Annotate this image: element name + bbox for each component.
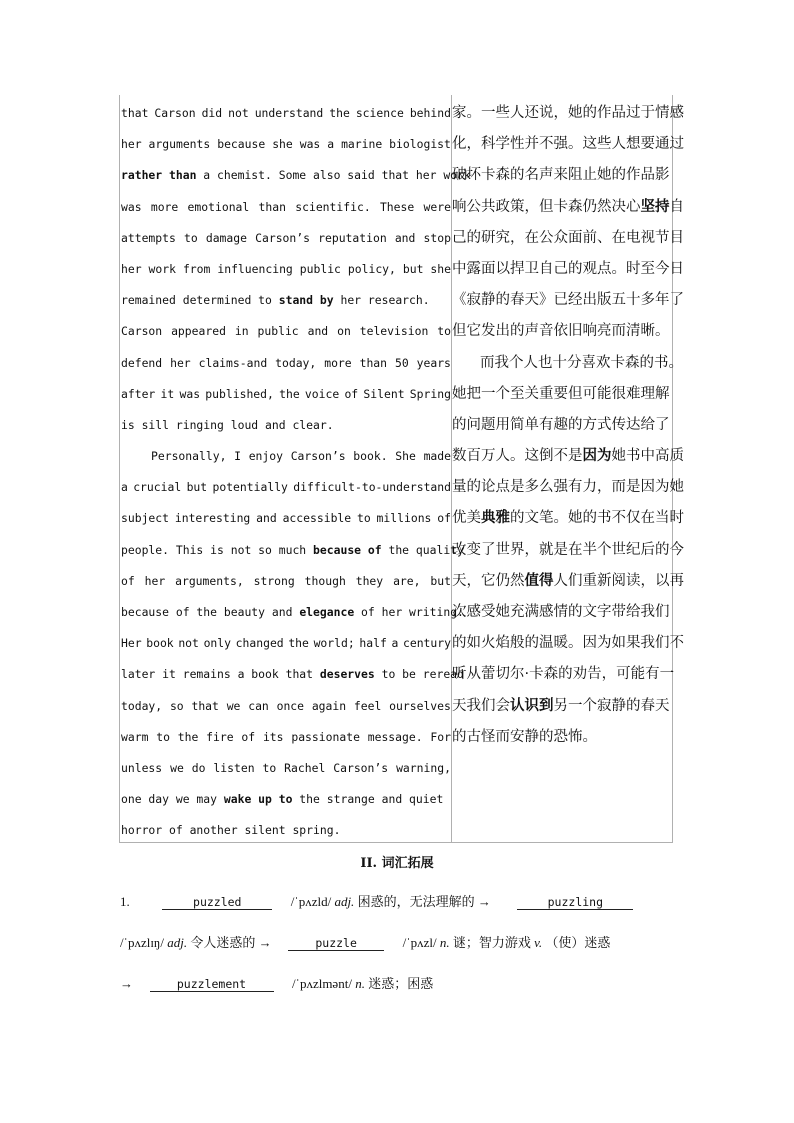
definition-puzzled: 困惑的，无法理解的 bbox=[357, 894, 475, 909]
word: voice bbox=[304, 386, 340, 401]
english-line bbox=[121, 815, 451, 846]
text-segment: 《寂静的春天》已经出版五十多年了 bbox=[452, 292, 684, 309]
word: that bbox=[121, 106, 149, 120]
word: scientific. bbox=[295, 199, 371, 214]
word: book bbox=[146, 636, 174, 651]
word: For bbox=[430, 729, 451, 744]
chinese-line bbox=[452, 192, 684, 223]
text-segment: the quality bbox=[381, 542, 464, 557]
chinese-line bbox=[452, 722, 674, 753]
word: in bbox=[234, 324, 249, 339]
word: not bbox=[228, 106, 249, 120]
text-segment: 的文笔。她的书不仅在当时 bbox=[510, 510, 684, 527]
word: that bbox=[191, 698, 219, 713]
english-line bbox=[121, 254, 451, 285]
word: I bbox=[234, 449, 241, 464]
text-segment: the strange and quiet bbox=[292, 792, 444, 807]
english-line bbox=[121, 160, 471, 191]
chinese-line bbox=[452, 535, 684, 566]
word: but bbox=[402, 261, 424, 276]
text-segment: 改变了世界，就是在半个世纪后的今 bbox=[452, 541, 684, 558]
definition-puzzling: 令人迷惑的 bbox=[190, 935, 256, 950]
text-segment: 家。一些人还说，她的作品过于情感 bbox=[452, 105, 684, 121]
word: message. bbox=[367, 729, 423, 744]
text-segment: 她把一个至关重要但可能很难理解 bbox=[452, 385, 670, 402]
word: public bbox=[257, 324, 299, 339]
english-line bbox=[121, 316, 451, 347]
word: the bbox=[329, 106, 350, 120]
word: than bbox=[258, 199, 286, 214]
phonetic-puzzle: /ˈpʌzl/ bbox=[402, 935, 437, 950]
word: did bbox=[201, 106, 223, 120]
bold-phrase: because of bbox=[313, 542, 382, 557]
text-segment: horror of another silent spring. bbox=[121, 823, 341, 838]
english-line bbox=[121, 285, 451, 316]
word: to bbox=[262, 760, 277, 775]
word: and bbox=[256, 511, 277, 526]
text-segment: 破坏卡森的名声来阻止她的作品影 bbox=[452, 167, 670, 184]
vocab-line-3 bbox=[120, 973, 680, 992]
word: 50 bbox=[394, 355, 409, 370]
word: are, bbox=[393, 573, 421, 588]
word: unless bbox=[121, 760, 163, 775]
word: today, bbox=[275, 355, 317, 370]
bold-phrase: rather than bbox=[121, 168, 197, 183]
english-line bbox=[121, 628, 451, 659]
text-segment: is sill ringing loud and clear. bbox=[121, 417, 334, 432]
word: She bbox=[395, 449, 416, 464]
word: attempts bbox=[121, 230, 176, 245]
pos-adj: adj. bbox=[167, 935, 188, 950]
word: crucial bbox=[133, 480, 182, 495]
word: warm bbox=[121, 729, 149, 744]
text-segment: 人们重新阅读，以再 bbox=[553, 572, 684, 589]
chinese-line bbox=[452, 316, 674, 347]
word: was bbox=[299, 137, 321, 152]
pos-n: n. bbox=[355, 976, 365, 991]
word: understand bbox=[254, 106, 324, 120]
word: not bbox=[178, 636, 199, 651]
arrow-icon: → bbox=[120, 976, 133, 991]
word: we bbox=[226, 698, 241, 713]
pos-n: n. bbox=[439, 935, 450, 950]
bold-phrase: 值得 bbox=[524, 572, 554, 589]
word: of bbox=[121, 573, 135, 588]
chinese-line bbox=[452, 348, 683, 379]
word: of bbox=[344, 386, 359, 401]
word: half bbox=[359, 636, 387, 651]
english-line bbox=[121, 441, 451, 472]
word: enjoy bbox=[248, 449, 283, 464]
text-segment: 另一个寂静的春天 bbox=[553, 697, 670, 714]
word: to bbox=[437, 324, 451, 339]
word: Carson’s bbox=[333, 760, 389, 775]
english-line bbox=[121, 722, 451, 753]
word: subject bbox=[121, 511, 170, 526]
word: century bbox=[402, 636, 451, 651]
arrow-icon: → bbox=[477, 894, 491, 909]
text-segment: 中露面以捍卫自己的观点。时至今日 bbox=[452, 260, 684, 277]
word: accessible bbox=[282, 511, 352, 526]
text-segment: 的问题用简单有趣的方式传达给了 bbox=[452, 416, 670, 433]
chinese-line bbox=[452, 441, 684, 472]
chinese-line bbox=[452, 659, 674, 690]
text-segment: 次感受她充满感情的文字带给我们 bbox=[452, 604, 670, 620]
word: more bbox=[150, 199, 179, 214]
english-line bbox=[121, 503, 451, 534]
phonetic-puzzlement: /ˈpʌzlmənt/ bbox=[292, 976, 352, 991]
pos-v: v. bbox=[534, 935, 543, 950]
chinese-line bbox=[452, 566, 684, 597]
word: influencing bbox=[217, 261, 293, 276]
text-segment: 数百万人。这倒不是 bbox=[452, 448, 583, 465]
text-segment: 响公共政策，但卡森仍然决心 bbox=[452, 198, 641, 215]
word: listen bbox=[213, 760, 255, 775]
bold-phrase: 坚持 bbox=[640, 198, 670, 215]
phonetic-puzzled: /ˈpʌzld/ bbox=[290, 894, 332, 909]
word: more bbox=[324, 355, 352, 370]
word: can bbox=[248, 698, 269, 713]
word: she bbox=[272, 137, 293, 152]
word: ourselves bbox=[389, 698, 451, 713]
text-segment: 听从蕾切尔·卡森的劝告，可能有一 bbox=[452, 666, 675, 683]
english-line bbox=[121, 691, 451, 722]
word: once bbox=[276, 698, 305, 713]
english-line bbox=[121, 659, 464, 690]
answer-blank-puzzled: puzzled bbox=[162, 895, 272, 910]
word: to bbox=[356, 511, 371, 526]
word: Silent bbox=[363, 386, 405, 401]
bold-phrase: 典雅 bbox=[481, 510, 510, 527]
section-title: II. 词汇拓展 bbox=[360, 856, 434, 871]
word: science bbox=[355, 106, 404, 120]
word: These bbox=[379, 199, 415, 214]
chinese-line bbox=[452, 160, 674, 191]
word: was bbox=[179, 386, 201, 401]
word: do bbox=[191, 760, 206, 775]
word: book. bbox=[353, 449, 388, 464]
chinese-line bbox=[452, 223, 684, 254]
word: years bbox=[416, 355, 451, 370]
text-segment: a chemist. Some also said that her work bbox=[196, 168, 471, 183]
word: emotional bbox=[187, 199, 250, 214]
word: work bbox=[148, 261, 176, 276]
english-line bbox=[121, 98, 451, 129]
word: public bbox=[299, 261, 341, 276]
english-line bbox=[121, 192, 451, 223]
text-segment: 的古怪而安静的恐怖。 bbox=[452, 728, 597, 745]
english-line bbox=[121, 753, 451, 784]
chinese-line bbox=[452, 285, 684, 316]
text-segment: because of the beauty and bbox=[121, 605, 300, 619]
word: and bbox=[307, 324, 329, 339]
bold-phrase: elegance bbox=[299, 605, 355, 619]
word: her bbox=[121, 261, 142, 276]
text-segment: 天我们会 bbox=[452, 697, 510, 714]
word: her bbox=[144, 573, 166, 588]
text-segment: 优美 bbox=[452, 510, 481, 527]
chinese-line bbox=[452, 597, 674, 628]
answer-blank-puzzling: puzzling bbox=[517, 895, 633, 910]
english-line bbox=[121, 784, 451, 815]
bold-phrase: stand by bbox=[278, 293, 334, 308]
bilingual-text-table bbox=[119, 95, 684, 843]
text-segment: to be reread bbox=[374, 667, 464, 682]
arrow-icon: → bbox=[258, 935, 272, 950]
word: made bbox=[423, 449, 451, 464]
chinese-line bbox=[452, 129, 684, 160]
word: warning, bbox=[396, 760, 451, 775]
definition-puzzlement: 迷惑；困惑 bbox=[368, 976, 434, 991]
text-segment: 己的研究，在公众面前、在电视节目 bbox=[452, 229, 684, 246]
word: her bbox=[170, 355, 191, 370]
english-line bbox=[121, 223, 451, 254]
text-segment: 的如火焰般的温暖。因为如果我们不 bbox=[452, 635, 684, 652]
english-line bbox=[121, 566, 451, 597]
vocab-line-2 bbox=[120, 932, 680, 951]
word: after bbox=[121, 386, 156, 401]
answer-blank-puzzle: puzzle bbox=[288, 936, 384, 951]
word: stop bbox=[423, 230, 451, 245]
chinese-line bbox=[452, 628, 684, 659]
word: damage bbox=[205, 230, 247, 245]
phonetic-puzzling: /ˈpʌzlɪŋ/ bbox=[120, 935, 164, 950]
word: fire bbox=[206, 729, 234, 744]
word: interesting bbox=[174, 511, 251, 526]
answer-blank-puzzlement: puzzlement bbox=[150, 977, 274, 992]
word: they bbox=[355, 573, 384, 588]
chinese-line bbox=[452, 98, 684, 129]
word: behind bbox=[409, 106, 451, 120]
text-segment: 化，科学性并不强。这些人想要通过 bbox=[452, 136, 684, 153]
word: she bbox=[430, 261, 451, 276]
word: claims-and bbox=[198, 355, 268, 370]
text-segment: 而我个人也十分喜欢卡森的书。 bbox=[480, 354, 683, 371]
definition-puzzle-n: 谜；智力游戏 bbox=[452, 935, 531, 950]
text-segment: later it remains a book that bbox=[121, 667, 320, 682]
word: was bbox=[121, 199, 142, 214]
text-segment: her research. bbox=[333, 293, 430, 308]
word: biologist bbox=[389, 137, 451, 152]
english-line bbox=[121, 348, 451, 379]
word: on bbox=[337, 324, 351, 339]
chinese-line bbox=[452, 691, 674, 722]
word: Carson bbox=[154, 106, 196, 120]
word: Spring bbox=[409, 386, 451, 401]
chinese-line bbox=[452, 503, 684, 534]
word: to bbox=[184, 230, 198, 245]
bold-phrase: wake up to bbox=[223, 792, 293, 807]
chinese-line bbox=[452, 410, 674, 441]
word: but bbox=[430, 573, 451, 588]
word: television bbox=[359, 324, 429, 339]
definition-puzzle-v: （使）迷惑 bbox=[545, 935, 611, 950]
word: we bbox=[170, 760, 184, 775]
word: than bbox=[359, 355, 388, 370]
word: a bbox=[121, 480, 128, 495]
english-line bbox=[121, 379, 451, 410]
word: because bbox=[217, 137, 266, 152]
word: policy, bbox=[347, 261, 396, 276]
word: only bbox=[203, 636, 231, 651]
text-segment: one day we may bbox=[121, 792, 224, 807]
word: potentially bbox=[212, 480, 288, 495]
word: and bbox=[394, 230, 416, 245]
word: world; bbox=[313, 636, 355, 651]
text-segment: of her writing. bbox=[354, 605, 464, 619]
word: changed bbox=[235, 636, 284, 651]
word: the bbox=[288, 636, 309, 651]
chinese-translation-column bbox=[452, 98, 684, 753]
word: published, bbox=[205, 386, 274, 401]
word: but bbox=[186, 480, 208, 495]
word: Her bbox=[121, 636, 142, 651]
word: appeared bbox=[171, 324, 226, 339]
text-segment: 量的论点是多么强有力，而是因为她 bbox=[452, 479, 684, 496]
text-segment: people. This is not so much bbox=[121, 542, 314, 557]
word: of bbox=[241, 729, 256, 744]
bold-phrase: 认识到 bbox=[510, 697, 554, 714]
item-number: 1. bbox=[120, 894, 130, 909]
word: millions bbox=[376, 511, 432, 526]
word: arguments bbox=[148, 137, 211, 152]
chinese-line bbox=[452, 379, 674, 410]
text-segment: 她书中高质 bbox=[611, 448, 684, 465]
word: Personally, bbox=[151, 449, 227, 464]
word: it bbox=[160, 386, 175, 401]
word: today, bbox=[121, 698, 163, 713]
word: her bbox=[121, 137, 142, 152]
english-line bbox=[121, 472, 451, 503]
word: feel bbox=[353, 698, 382, 713]
bold-phrase: deserves bbox=[319, 667, 375, 682]
word: a bbox=[391, 636, 399, 651]
word: the bbox=[279, 386, 300, 401]
word: passionate bbox=[291, 729, 360, 744]
word: Rachel bbox=[284, 760, 326, 775]
word: Carson’s bbox=[290, 449, 346, 464]
word: its bbox=[262, 729, 284, 744]
word: strong bbox=[253, 573, 295, 588]
chinese-line bbox=[452, 254, 684, 285]
text-segment: 但它发出的声音依旧响亮而清晰。 bbox=[452, 323, 670, 340]
word: the bbox=[177, 729, 199, 744]
word: to bbox=[156, 729, 170, 744]
word: of bbox=[437, 511, 451, 526]
bold-phrase: 因为 bbox=[582, 448, 612, 465]
english-line bbox=[121, 597, 464, 628]
word: reputation bbox=[318, 230, 387, 245]
word: so bbox=[169, 698, 184, 713]
word: Carson’s bbox=[255, 230, 310, 245]
word: a bbox=[327, 137, 335, 152]
text-segment: 天，它仍然 bbox=[452, 572, 525, 589]
english-line bbox=[121, 410, 451, 441]
word: arguments, bbox=[175, 573, 244, 588]
english-line bbox=[121, 129, 451, 160]
text-segment: 自 bbox=[669, 198, 684, 215]
text-segment: remained determined to bbox=[121, 293, 279, 308]
english-line bbox=[121, 535, 464, 566]
word: Carson bbox=[121, 324, 163, 339]
chinese-line bbox=[452, 472, 684, 503]
word: again bbox=[311, 698, 347, 713]
word: were bbox=[423, 199, 451, 214]
word: difficult-to-understand bbox=[293, 480, 451, 495]
pos-adj: adj. bbox=[334, 894, 355, 909]
word: marine bbox=[341, 137, 383, 152]
word: from bbox=[182, 261, 211, 276]
word: defend bbox=[121, 355, 163, 370]
vocab-line-1 bbox=[120, 891, 680, 910]
word: though bbox=[304, 573, 346, 588]
